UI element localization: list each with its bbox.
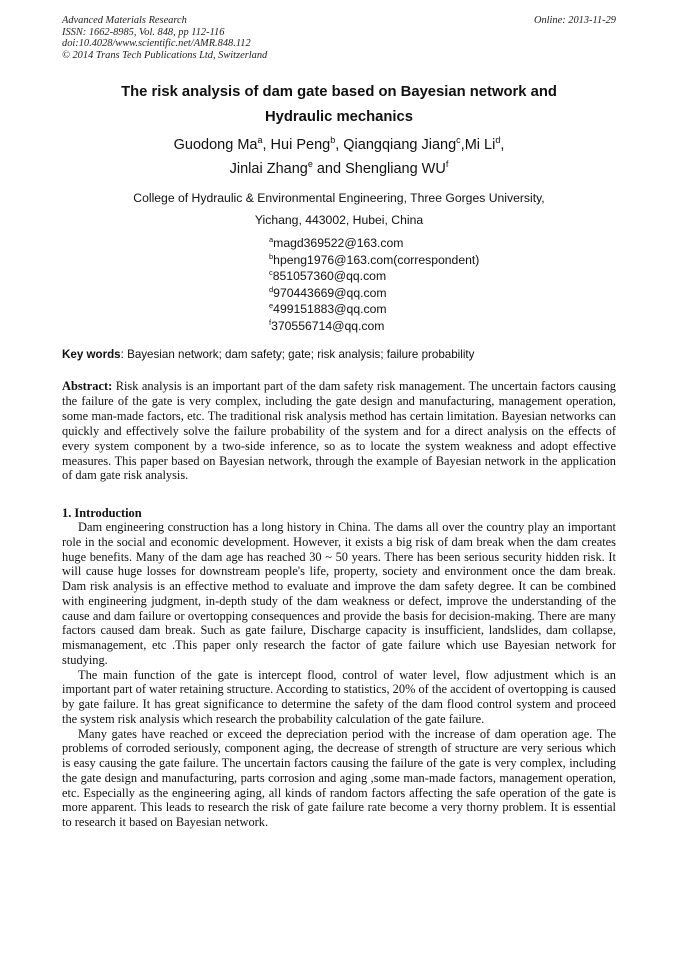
paper-title [62,80,616,130]
section-heading: 1. Introduction [62,506,142,520]
keywords-text: : Bayesian network; dam safety; gate; risk analysis; failure probability [120,348,475,361]
email-address[interactable]: 499151883@qq.com [273,302,387,317]
online-date: Online: 2013-11-29 [533,15,616,26]
author-affil-mark: a [257,135,263,146]
email-address[interactable]: magd369522@163.com [273,236,404,250]
email-list [269,235,479,335]
title-line-1: The risk analysis of dam gate based on Bayesian network and [121,84,557,100]
author-name: Shengliang WU [345,161,446,177]
author-affil-mark: e [307,159,313,170]
author-name: Mi Li [464,137,496,153]
email-address[interactable]: 370556714@qq.com [271,318,385,333]
doi-line: doi:10.4028/www.scientific.net/AMR.848.112 [62,38,251,50]
abstract-text: Risk analysis is an important part of the dam safety risk management. The uncertain factors causing the failure of the gate is very complex, including the gate design and manufacturing, management operation, some man-made factors, etc. The traditional risk analysis method has certain limitation. Bayesian networks can quickly and effectively solve the failure probability of the system and for a direct analysis on the effects of every system component by a two-side inference, so as to locate the system weakness and adopt effective measures. This paper based on Bayesian network, through the example of Bayesian network in the application of dam gate risk analysis. [62,379,616,483]
author-line-1 [62,133,616,157]
email-address[interactable]: 851057360@qq.com [272,269,387,284]
author-affil-mark: f [445,159,449,170]
abstract [62,379,616,483]
email-item [269,318,479,335]
author-line-2 [62,157,616,181]
email-item [269,285,479,302]
email-mark: a [269,234,274,244]
email-item [269,252,479,269]
issn-line: ISSN: 1662-8985, Vol. 848, pp 112-116 [62,26,225,38]
email-mark: e [269,301,274,311]
author-separator: and [312,161,346,177]
author-separator: , [262,137,271,153]
copyright-line: © 2014 Trans Tech Publications Ltd, Switzerland [62,49,268,61]
email-item [269,235,479,252]
journal-header [62,15,616,61]
author-affil-mark: c [456,135,461,146]
author-list [62,133,616,181]
introduction-body [62,520,616,830]
email-mark: c [269,268,273,278]
email-mark: b [269,251,274,261]
affiliation-line-2: Yichang, 443002, Hubei, China [254,212,424,227]
affiliation [62,188,616,231]
email-mark: f [269,317,272,327]
email-address[interactable]: hpeng1976@163.com(correspondent) [273,252,480,267]
journal-name: Advanced Materials Research [62,15,187,26]
author-affil-mark: d [495,135,501,146]
author-name: Jinlai Zhang [229,161,308,177]
email-item [269,268,479,285]
keywords [62,347,622,362]
email-mark: d [269,284,274,294]
author-separator: , [335,137,344,153]
email-address[interactable]: 970443669@qq.com [273,285,387,300]
author-affil-mark: b [330,135,336,146]
paragraph: The main function of the gate is intercept flood, control of water level, flow adjustment which is an important part of water retaining structure. According to statistics, 20% of the accident of overtopping is caused by gate failure. It has great significance to determine the safety of the dam flood control system and proceed the system risk analysis which research the probability calculation of the gate failure. [62,667,616,726]
paragraph: Dam engineering construction has a long history in China. The dams all over the country play an important role in the social and economic development. However, it exists a big risk of dam break when the dam creates huge benefits. Many of the dam age has reached 30 ~ 50 years. There has been serious security hidden risk. It will cause huge losses for downstream people's life, property, society and environment once the dam break. Dam risk analysis is an effective method to evaluate and improve the dam safety degree. It can be combined with engineering judgment, in-depth study of the dam weakness or defect, improve the understanding of the cause and dam failure or overtopping consequences and provide the basis for decision-making. There are many factors caused dam break. Such as gate failure, Discharge capacity is insufficient, landslides, dam collapse, mismanagement, etc .This paper only research the factor of gate failure which use Bayesian network for studying. [62,520,616,667]
author-name: Qiangqiang Jiang [343,137,457,153]
email-item [269,301,479,318]
title-line-2: Hydraulic mechanics [264,109,414,125]
keywords-label: Key words [62,348,121,361]
author-name: Hui Peng [270,137,331,153]
author-separator: , [460,137,465,153]
affiliation-line-1: College of Hydraulic & Environmental Engineering, Three Gorges University, [133,191,545,205]
author-separator: , [500,137,505,153]
abstract-label: Abstract: [62,379,113,393]
paragraph: Many gates have reached or exceed the depreciation period with the increase of dam operation age. The problems of corroded seriously, component aging, the decrease of strength of structure are very serious which is easy causing the gate failure. The uncertain factors causing the failure of the gate is very complex, including the gate design and manufacturing, parts corrosion and aging ,some man-made factors, management operation, etc. Especially as the engineering aging, all kinds of random factors affecting the safe operation of the gate is more apparent. This leads to research the risk of gate failure rate become a very thorny problem. It is essential to research it based on Bayesian network. [62,726,616,829]
author-name: Guodong Ma [173,137,258,153]
